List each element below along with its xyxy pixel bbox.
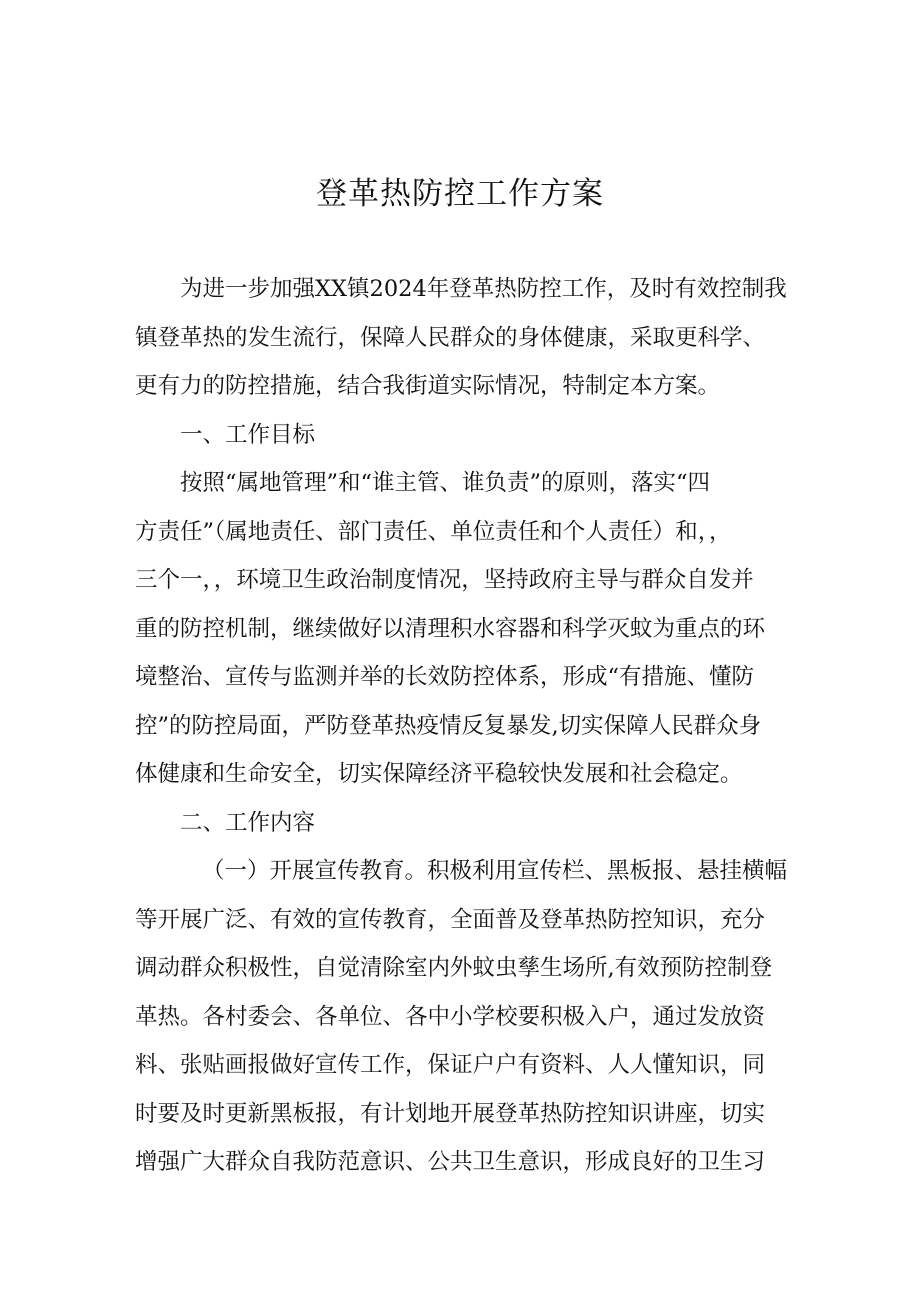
document-body bbox=[135, 265, 795, 1187]
paragraph-line: 方责任”（属地责任、部门责任、单位责任和个人责任）和，， bbox=[135, 518, 732, 545]
paragraph-line: 革热。各村委会、各单位、各中小学校要积极入户，通过发放资 bbox=[135, 1003, 766, 1030]
paragraph-line: 时要及时更新黑板报，有计划地开展登革热防控知识讲座，切实 bbox=[135, 1100, 766, 1127]
paragraph-line: （一）开展宣传教育。积极利用宣传栏、黑板报、悬挂横幅 bbox=[202, 858, 788, 884]
paragraph-line: 料、张贴画报做好宣传工作，保证户户有资料、人人懂知识，同 bbox=[135, 1052, 766, 1078]
paragraph-line: 控”的防控局面，严防登革热疫情反复暴发,切实保障人民群众身 bbox=[135, 712, 762, 739]
paragraph-line: 镇登革热的发生流行，保障人民群众的身体健康，采取更科学、 bbox=[135, 324, 766, 351]
paragraph-line: 境整治、宣传与监测并举的长效防控体系，形成“有措施、懂防 bbox=[135, 664, 755, 690]
paragraph-line: 三个一，，环境卫生政治制度情况，坚持政府主导与群众自发并 bbox=[135, 567, 754, 593]
paragraph-line: 更有力的防控措施，结合我街道实际情况，特制定本方案。 bbox=[135, 373, 721, 399]
paragraph-line: 重的防控机制，继续做好以清理积水容器和科学灭蚊为重点的环 bbox=[135, 615, 766, 642]
paragraph-line: 按照“属地管理”和“谁主管、谁负责”的原则，落实“四 bbox=[180, 470, 711, 496]
paragraph-line: 体健康和生命安全，切实保障经济平稳较快发展和社会稳定。 bbox=[135, 761, 743, 787]
paragraph-line: 等开展广泛、有效的宣传教育，全面普及登革热防控知识，充分 bbox=[135, 906, 766, 933]
paragraph-line: 为进一步加强XX镇2024年登革热防控工作，及时有效控制我 bbox=[180, 276, 787, 302]
section-heading: 二、工作内容 bbox=[180, 809, 316, 836]
section-heading: 一、工作目标 bbox=[180, 421, 316, 448]
document-title: 登革热防控工作方案 bbox=[316, 176, 604, 212]
paragraph-line: 增强广大群众自我防范意识、公共卫生意识，形成良好的卫生习 bbox=[135, 1149, 766, 1175]
paragraph-line: 调动群众积极性，自觉清除室内外蚊虫孳生场所,有效预防控制登 bbox=[135, 955, 773, 981]
